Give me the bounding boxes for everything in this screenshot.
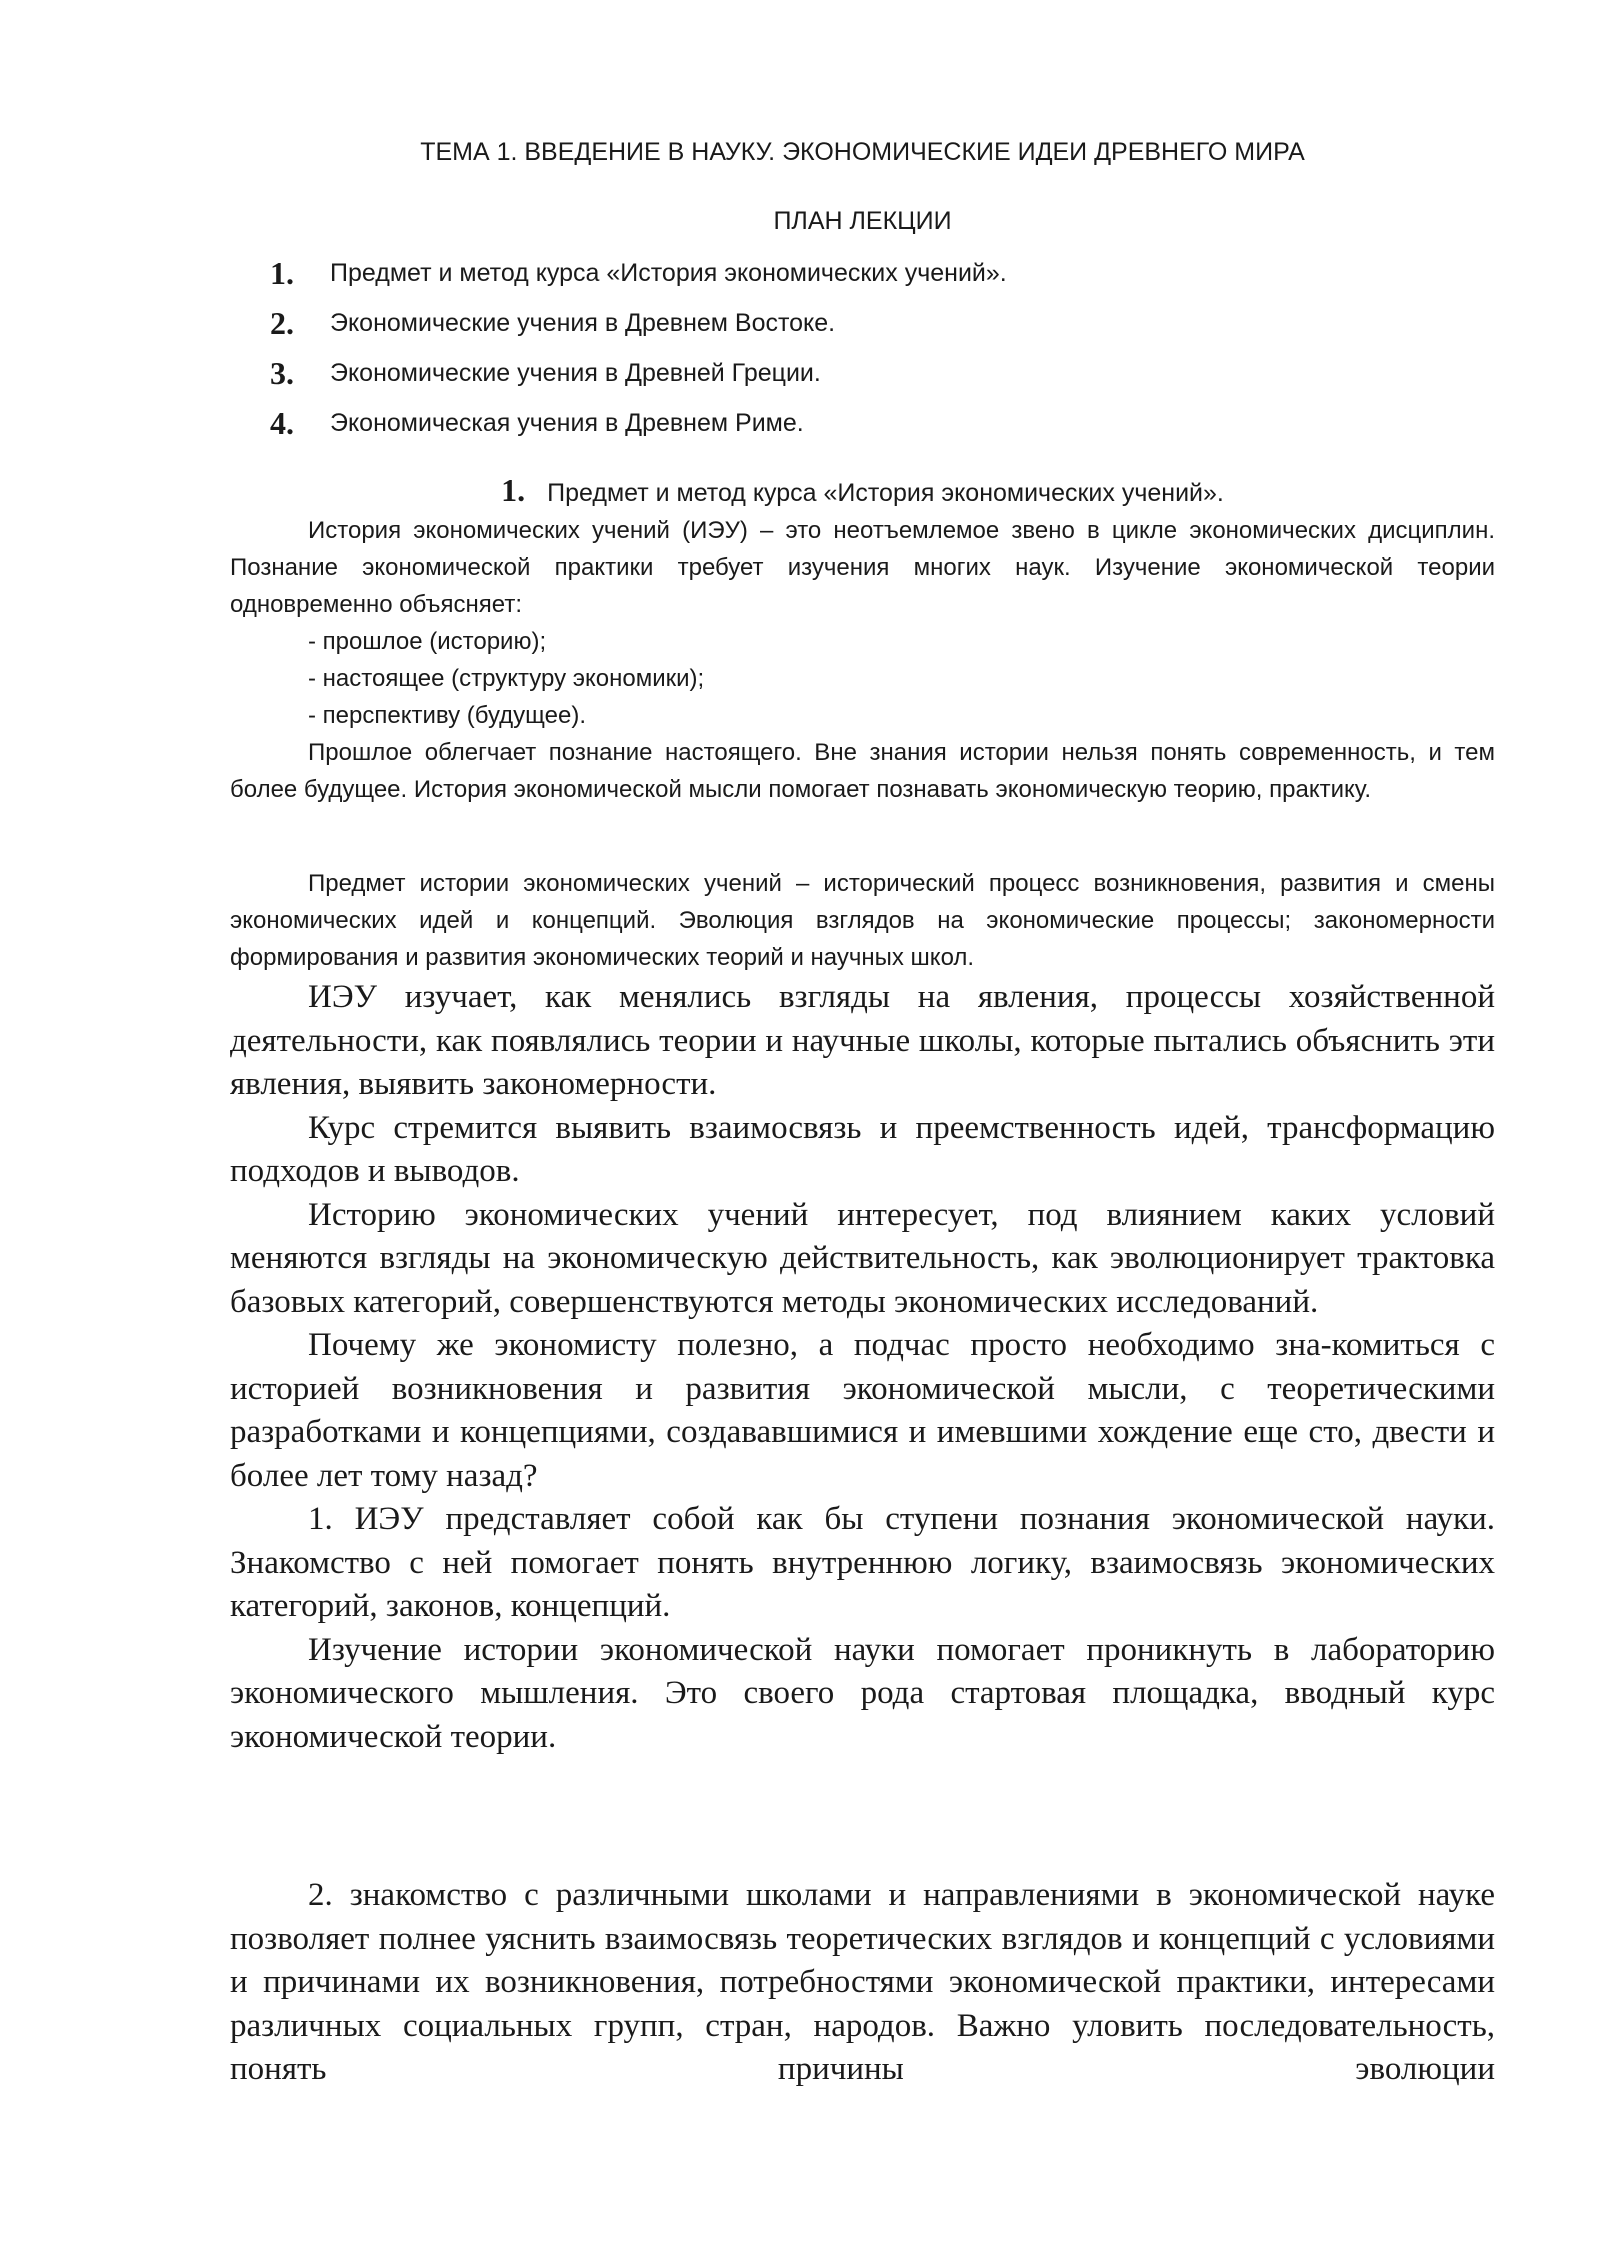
- subject-block: [230, 865, 1495, 976]
- list-item: - прошлое (историю);: [308, 628, 547, 655]
- list-item: - настоящее (структуру экономики);: [308, 665, 705, 692]
- plan-item: [270, 248, 1470, 298]
- plan-item-number: 1.: [270, 254, 294, 291]
- plan-item-text: Экономические учения в Древней Греции.: [330, 358, 821, 387]
- paragraph: Историю экономических учений интересует, под влиянием каких условий меняются взгляды на экономическую действительность, как эволюционирует трактовка базовых категорий, совершенствуются методы экономических исследований.: [230, 1196, 1495, 1320]
- paragraph: Изучение истории экономической науки помогает проникнуть в лабораторию экономического мышления. Это своего рода стартовая площадка, вводный курс экономической теории.: [230, 1631, 1495, 1755]
- paragraph: История экономических учений (ИЭУ) – это неотъемлемое звено в цикле экономических дисциплин. Познание экономической практики требует изучения многих наук. Изучение экономической теории одновременно объясняет:: [230, 517, 1495, 618]
- plan-item: [270, 298, 1470, 348]
- intro-block: [230, 512, 1495, 808]
- document-title: ТЕМА 1. ВВЕДЕНИЕ В НАУКУ. ЭКОНОМИЧЕСКИЕ ИДЕИ ДРЕВНЕГО МИРА: [420, 138, 1305, 166]
- paragraph: Почему же экономисту полезно, а подчас просто необходимо зна-комиться с историей возникновения и развития экономической мысли, с теоретическими разработками и концепциями, создававшимися и имевшими хождение еще сто, двести и более лет тому назад?: [230, 1327, 1495, 1494]
- list-item: - перспективу (будущее).: [308, 702, 587, 729]
- plan-item-number: 2.: [270, 304, 294, 341]
- plan-list: [270, 248, 1470, 448]
- plan-item-text: Предмет и метод курса «История экономических учений».: [330, 258, 1007, 287]
- section-number: 1.: [501, 472, 526, 508]
- paragraph: 2. знакомство с различными школами и направлениями в экономической науке позволяет полнее уяснить взаимосвязь теоретических взглядов и концепций с условиями и причинами их возникновения, потребностями экономической практики, интересами различных социальных групп, стран, народов. Важно уловить последовательность, понять причины эволюции: [230, 1877, 1495, 2087]
- paragraph: 1. ИЭУ представляет собой как бы ступени познания экономической науки. Знакомство с ней помогает понять внутреннюю логику, взаимосвязь экономических категорий, законов, концепций.: [230, 1501, 1495, 1624]
- plan-item-text: Экономические учения в Древнем Востоке.: [330, 308, 836, 337]
- plan-item-text: Экономическая учения в Древнем Риме.: [330, 408, 804, 437]
- plan-title: ПЛАН ЛЕКЦИИ: [773, 207, 952, 235]
- plan-item: [270, 348, 1470, 398]
- section-heading: [230, 468, 1495, 515]
- body-block: [230, 976, 1495, 1759]
- paragraph: Предмет истории экономических учений – исторический процесс возникновения, развития и смены экономических идей и концепций. Эволюция взглядов на экономические процессы; закономерности формирования и развития экономических теорий и научных школ.: [230, 870, 1495, 971]
- plan-item-number: 3.: [270, 354, 294, 391]
- plan-item-number: 4.: [270, 404, 294, 441]
- section-title: Предмет и метод курса «История экономических учений».: [547, 479, 1224, 507]
- body-block-continued: [230, 1874, 1495, 2092]
- paragraph: ИЭУ изучает, как менялись взгляды на явления, процессы хозяйственной деятельности, как появлялись теории и научные школы, которые пытались объяснить эти явления, выявить закономерности.: [230, 979, 1495, 1102]
- paragraph: Прошлое облегчает познание настоящего. Вне знания истории нельзя понять современность, и тем более будущее. История экономической мысли помогает познавать экономическую теорию, практику.: [230, 739, 1495, 803]
- plan-item: [270, 398, 1470, 448]
- paragraph: Курс стремится выявить взаимосвязь и преемственность идей, трансформацию подходов и выводов.: [230, 1109, 1495, 1189]
